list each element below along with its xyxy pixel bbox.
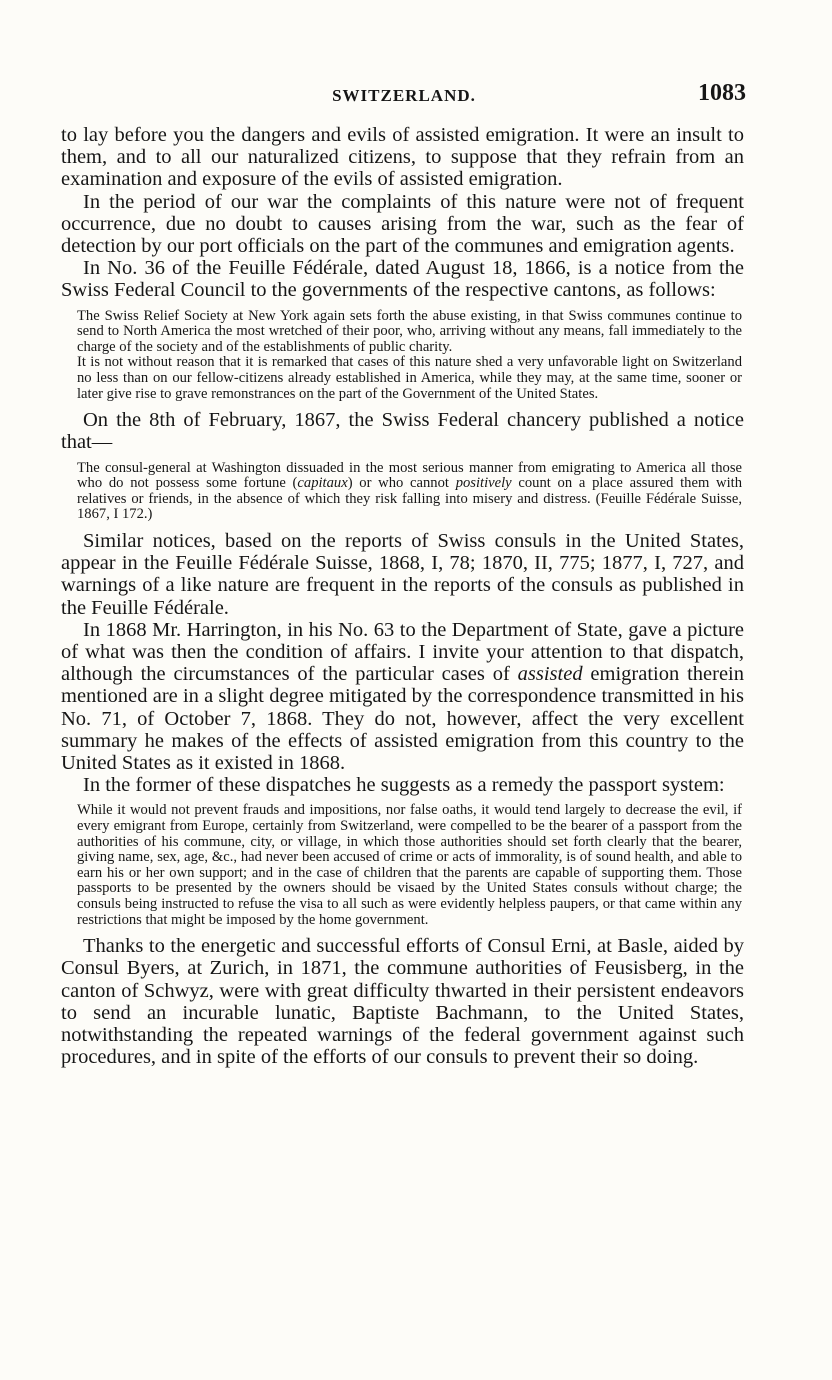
quote-2-paragraph xyxy=(77,461,742,523)
quote-2-italic-positively: positively xyxy=(455,475,512,492)
block-quote-1 xyxy=(61,309,744,403)
paragraph-4: On the 8th of February, 1867, the Swiss Federal chancery published a notice that— xyxy=(61,409,744,454)
quote-1-paragraph-2: It is not without reason that it is remarked that cases of this nature shed a very unfavorable light on Switzerland no less than on our fellow-citizens already established in America, while they may, at the same time, sooner or later give rise to grave remonstrances on the part of the Government of the United States. xyxy=(77,354,742,402)
quote-2-text-b: ) or who cannot xyxy=(347,475,456,492)
quote-1-paragraph-1: The Swiss Relief Society at New York again sets forth the abuse existing, in that Swiss communes continue to send to North America the most wretched of their poor, who, arriving without any means, fall immediately to the charge of the society and of the establishments of public charity. xyxy=(77,307,742,355)
paragraph-6-italic-assisted: assisted xyxy=(517,663,583,686)
body-text xyxy=(61,124,744,1068)
paragraph-6-text-b: emigration therein mentioned are in a slight degree mitigated by the correspondence transmitted in his No. 71, of October 7, 1868. They do not, however, affect the very excellent summary he makes of the effects of assisted emigration from this country to the United States as it existed in 1868. xyxy=(61,663,744,774)
paragraph-1: to lay before you the dangers and evils of assisted emigration. It were an insult to them, and to all our naturalized citizens, to suppose that they refrain from an examination and exposure of the evils of assisted emigration. xyxy=(61,124,744,191)
paragraph-7: In the former of these dispatches he suggests as a remedy the passport system: xyxy=(83,774,725,797)
quote-3-paragraph: While it would not prevent frauds and impositions, nor false oaths, it would tend largely to decrease the evil, if every emigrant from Europe, certainly from Switzerland, were compelled to be the bearer of a passport from the authorities of his commune, city, or village, in which those authorities should set forth clearly that the bearer, giving name, sex, age, &c., had never been accused of crime or acts of immorality, is of sound health, and able to earn his or her own support; and in the case of children that the parents are capable of supporting them. Those passports to be presented by the owners should be visaed by the United States consuls without charge; the consuls being instructed to refuse the visa to all such as were evidently helpless paupers, or that came within any restrictions that might be imposed by the home government. xyxy=(77,802,742,928)
block-quote-2 xyxy=(61,461,744,523)
paragraph-2: In the period of our war the complaints of this nature were not of frequent occurrence, due no doubt to causes arising from the war, such as the fear of detection by our port officials on the part of the communes and emigration agents. xyxy=(61,190,744,258)
quote-2-text-c: count on a place assured them with relatives or friends, in the absence of which they risk falling into misery and distress. (Feuille Fédérale Suisse, 1867, I 172.) xyxy=(77,475,742,523)
paragraph-6-text-a: In 1868 Mr. Harrington, in his No. 63 to the Department of State, gave a picture of what was then the condition of affairs. I invite your attention to that dispatch, although the circumstances of the particular cases of xyxy=(61,618,744,686)
paragraph-8: Thanks to the energetic and successful efforts of Consul Erni, at Basle, aided by Consul Byers, at Zurich, in 1871, the commune authorities of Feusisberg, in the canton of Schwyz, were with great difficulty thwarted in their persistent endeavors to send an incurable lunatic, Baptiste Bachmann, to the United States, notwithstanding the repeated warnings of the federal government against such procedures, and in spite of the efforts of our consuls to prevent their so doing. xyxy=(61,935,744,1069)
quote-2-italic-capitaux: capitaux xyxy=(297,475,348,492)
paragraph-5: Similar notices, based on the reports of Swiss consuls in the United States, appear in the Feuille Fédérale Suisse, 1868, I, 78; 1870, II, 775; 1877, I, 727, and warnings of a like nature are frequent in the reports of the consuls as published in the Feuille Fédérale. xyxy=(61,529,744,619)
page-header xyxy=(62,80,746,114)
page-number: 1083 xyxy=(698,80,746,106)
paragraph-3: In No. 36 of the Feuille Fédérale, dated August 18, 1866, is a notice from the Swiss Federal Council to the governments of the respective cantons, as follows: xyxy=(61,257,744,302)
quote-2-text-a: The consul-general at Washington dissuaded in the most serious manner from emigrating to America all those who do not possess some fortune ( xyxy=(77,459,742,492)
paragraph-6 xyxy=(61,619,744,774)
running-title: SWITZERLAND. xyxy=(332,86,476,105)
block-quote-3 xyxy=(61,803,744,928)
